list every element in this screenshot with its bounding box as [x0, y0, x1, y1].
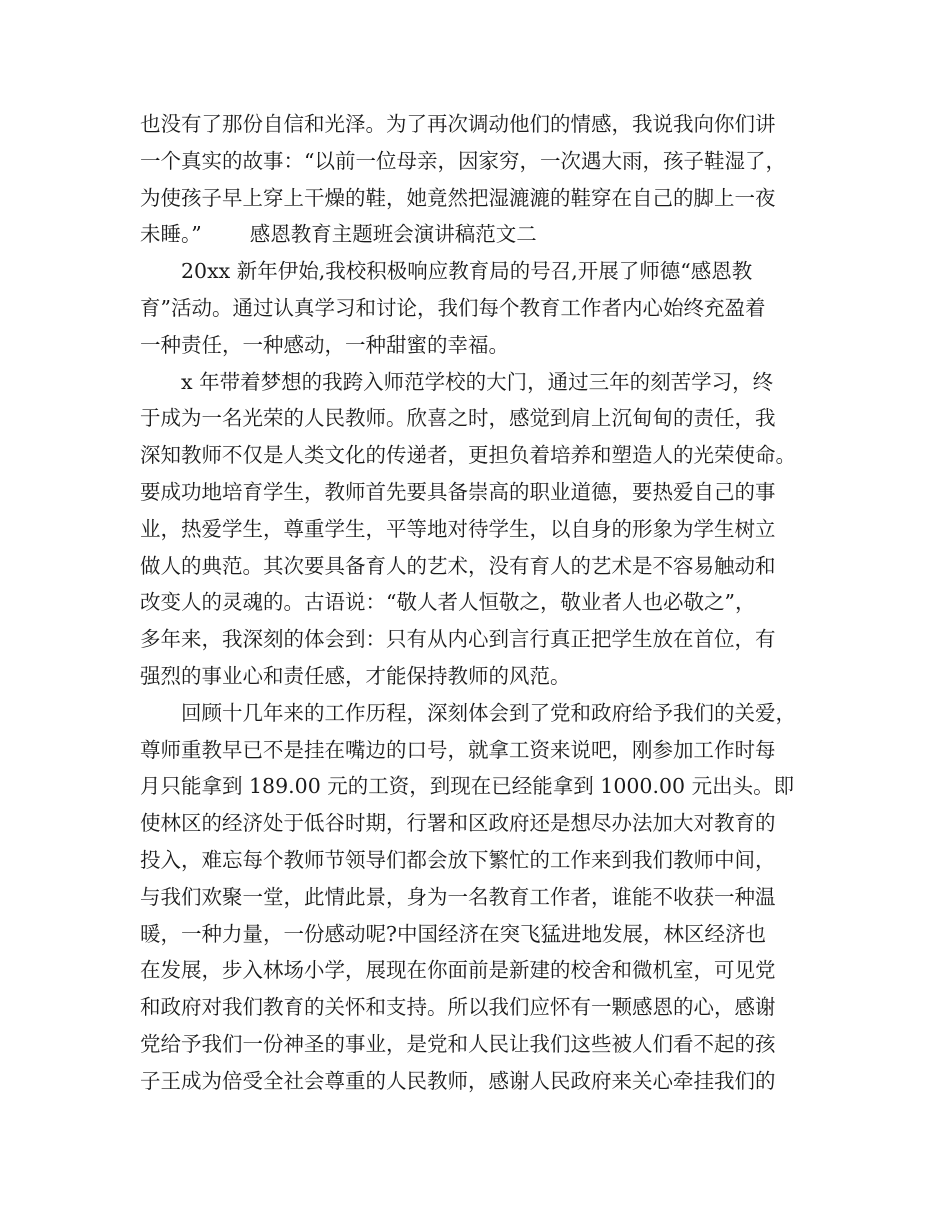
text-line: 月只能拿到 189.00 元的工资，到现在已经能拿到 1000.00 元出头。即 — [140, 774, 795, 799]
paragraph-first-line: x 年带着梦想的我跨入师范学校的大门，通过三年的刻苦学习，终 — [181, 369, 774, 394]
text-line: 育”活动。通过认真学习和讨论，我们每个教育工作者内心始终充盈着 — [140, 295, 766, 320]
text-line: 于成为一名光荣的人民教师。欣喜之时，感觉到肩上沉甸甸的责任，我 — [140, 406, 776, 431]
document-body — [140, 106, 820, 1100]
text-line: 深知教师不仅是人类文化的传递者，更担负着培养和塑造人的光荣使命。 — [140, 443, 796, 468]
text-line: 投入，难忘每个教师节领导们都会放下繁忙的工作来到我们教师中间， — [140, 847, 776, 872]
text-line: 业，热爱学生，尊重学生，平等地对待学生，以自身的形象为学生树立 — [140, 516, 776, 541]
text-line: 与我们欢聚一堂，此情此景，身为一名教育工作者，谁能不收获一种温 — [140, 884, 776, 909]
text-line: 要成功地培育学生，教师首先要具备崇高的职业道德，要热爱自己的事 — [140, 479, 776, 504]
text-line: 做人的典范。其次要具备育人的艺术，没有育人的艺术是不容易触动和 — [140, 553, 776, 578]
text-line: 使林区的经济处于低谷时期，行署和区政府还是想尽办法加大对教育的 — [140, 811, 776, 836]
paragraph-first-line: 回顾十几年来的工作历程，深刻体会到了党和政府给予我们的关爱， — [181, 700, 796, 725]
paragraph-first-line: 20xx 新年伊始,我校积极响应教育局的号召,开展了师德“感恩教 — [181, 259, 753, 284]
text-line: 一种责任，一种感动，一种甜蜜的幸福。 — [140, 332, 509, 357]
text-line: 暖，一种力量，一份感动呢?中国经济在突飞猛进地发展，林区经济也 — [140, 921, 766, 946]
section-title: 感恩教育主题班会演讲稿范文二 — [249, 222, 537, 247]
text-line: 也没有了那份自信和光泽。为了再次调动他们的情感，我说我向你们讲 — [140, 112, 776, 136]
text-line: 党给予我们一份神圣的事业，是党和人民让我们这些被人们看不起的孩 — [140, 1031, 776, 1056]
text-line-content: 未睡。” — [140, 222, 202, 247]
text-line: 子王成为倍受全社会尊重的人民教师，感谢人民政府来关心牵挂我们的 — [140, 1068, 776, 1093]
text-line: 多年来，我深刻的体会到：只有从内心到言行真正把学生放在首位，有 — [140, 627, 776, 652]
text-line: 一个真实的故事：“以前一位母亲，因家穷，一次遇大雨，孩子鞋湿了， — [140, 148, 786, 173]
text-line — [140, 216, 820, 253]
text-line: 和政府对我们教育的关怀和支持。所以我们应怀有一颗感恩的心，感谢 — [140, 995, 776, 1020]
text-line: 为使孩子早上穿上干燥的鞋，她竟然把湿漉漉的鞋穿在自己的脚上一夜 — [140, 185, 776, 210]
text-line: 改变人的灵魂的。古语说：“敬人者人恒敬之，敬业者人也必敬之”， — [140, 590, 756, 615]
text-line: 尊师重教早已不是挂在嘴边的口号，就拿工资来说吧，刚参加工作时每 — [140, 737, 776, 762]
text-line: 强烈的事业心和责任感，才能保持教师的风范。 — [140, 663, 571, 688]
text-line: 在发展，步入林场小学，展现在你面前是新建的校舍和微机室，可见党 — [140, 958, 776, 983]
